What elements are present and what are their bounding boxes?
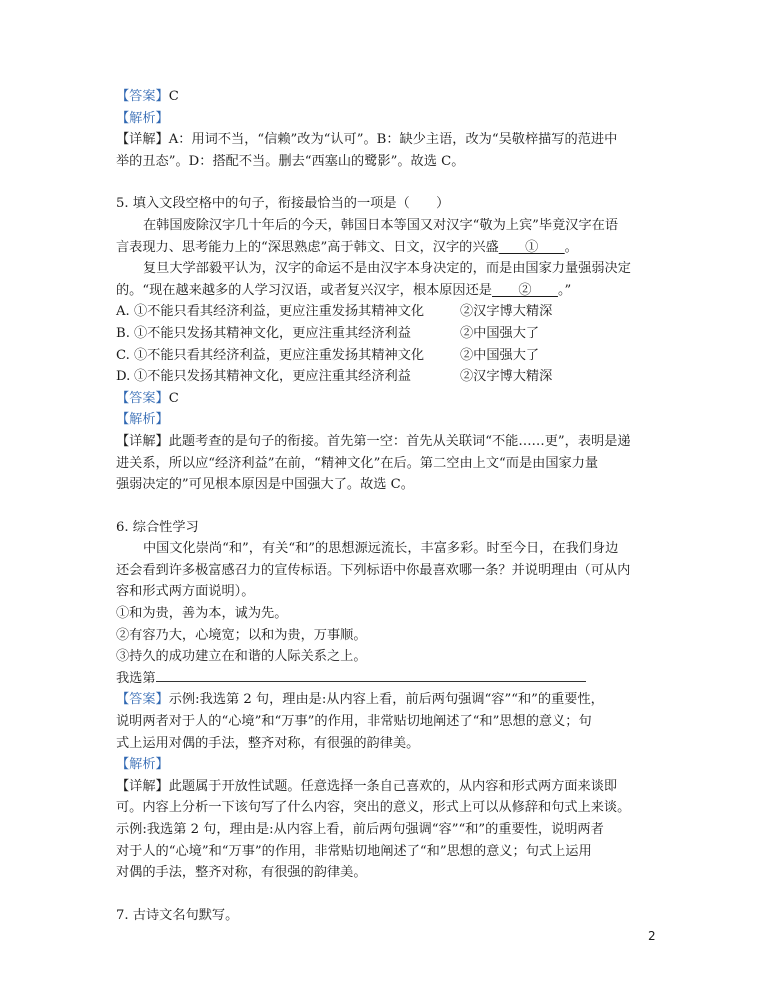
q4-answer xyxy=(116,86,656,108)
q6-slogan-1: ①和为贵，善为本，诚为先。 xyxy=(116,606,288,622)
option-part-2: ②中国强大了 xyxy=(460,325,540,341)
detail-text: 此题属于开放性试题。任意选择一条自己喜欢的，从内容和形式两方面来谈即 xyxy=(168,778,618,794)
option-letter: C. xyxy=(116,347,130,363)
option-part-2: ②汉字博大精深 xyxy=(460,304,553,320)
blank-1: ① xyxy=(498,239,565,255)
q5-option-c xyxy=(116,345,656,367)
passage-text: 的。“现在越来越多的人学习汉语，或者复兴汉字，根本原因还是 xyxy=(116,282,492,298)
q5-passage1-line2 xyxy=(116,237,656,259)
page-number: 2 xyxy=(648,929,656,943)
q4-analysis-tag: 【解析】 xyxy=(116,110,169,126)
q6-detail-cont: 对偶的手法，整齐对称，有很强的韵律美。 xyxy=(116,865,367,881)
answer-underline xyxy=(156,668,586,682)
passage-text: 。” xyxy=(557,282,572,298)
q6-analysis-tag: 【解析】 xyxy=(116,757,169,773)
detail-text: 此题考查的是句子的衔接。首先第一空：首先从关联词“不能……更”，表明是递 xyxy=(168,433,631,449)
answer-value: C xyxy=(168,89,179,104)
q6-passage-line3: 容和形式两方面说明）。 xyxy=(116,584,255,600)
q5-passage2-line1: 复旦大学部毅平认为，汉字的命运不是由汉字本身决定的，而是由国家力量强弱决定 xyxy=(143,261,631,277)
blank-2: ② xyxy=(492,282,558,298)
q6-passage-line1: 中国文化崇尚“和”，有关“和”的思想源远流长，丰富多彩。时至今日，在我们身边 xyxy=(143,541,619,557)
option-part-1: ①不能只看其经济利益，更应注重发扬其精神文化 xyxy=(134,304,425,320)
q5-analysis-tag: 【解析】 xyxy=(116,412,169,428)
answer-text: 示例:我选第 2 句，理由是:从内容上看，前后两句强调“容”“和”的重要性， xyxy=(168,692,604,708)
option-part-1: ①不能只发扬其精神文化，更应注重其经济利益 xyxy=(134,325,411,341)
q6-choose-line xyxy=(116,668,656,690)
q6-detail xyxy=(116,776,656,798)
option-part-2: ②汉字博大精深 xyxy=(460,369,553,385)
option-letter: B. xyxy=(116,325,130,341)
q5-passage2-line2 xyxy=(116,280,656,302)
q6-answer xyxy=(116,689,656,711)
page-content xyxy=(116,86,656,926)
q5-detail-cont: 进关系，所以应“经济利益”在前，“精神文化”在后。第二空由上文“而是由国家力量 xyxy=(116,455,599,471)
q4-detail-cont: 举的丑态”。D：搭配不当。删去“西塞山的鹭影”。故选 C。 xyxy=(116,153,465,169)
q5-detail-cont: 强弱决定的”可见根本原因是中国强大了。故选 C。 xyxy=(116,477,414,493)
q6-slogan-3: ③持久的成功建立在和谐的人际关系之上。 xyxy=(116,649,367,665)
q6-answer-cont: 说明两者对于人的“心境”和“万事”的作用，非常贴切地阐述了“和”思想的意义；句 xyxy=(116,714,592,730)
detail-text: A：用词不当，“信赖”改为“认可”。B：缺少主语，改为“吴敬梓描写的范进中 xyxy=(168,132,618,148)
q6-detail-cont: 示例:我选第 2 句，理由是:从内容上看，前后两句强调“容”“和”的重要性，说明两者 xyxy=(116,822,604,837)
answer-value: C xyxy=(168,390,179,406)
q5-option-d xyxy=(116,366,656,388)
option-letter: D. xyxy=(116,369,131,385)
q6-stem: 6. 综合性学习 xyxy=(116,519,199,535)
answer-tag: 【答案】 xyxy=(116,89,169,104)
q6-detail-cont: 对于人的“心境”和“万事”的作用，非常贴切地阐述了“和”思想的意义；句式上运用 xyxy=(116,843,592,859)
q5-passage1-line1: 在韩国废除汉字几十年后的今天，韩国日本等国又对汉字“敬为上宾”毕竟汉字在语 xyxy=(143,217,619,233)
option-part-1: ①不能只看其经济利益，更应注重发扬其精神文化 xyxy=(134,347,425,363)
q6-passage-line2: 还会看到许多极富感召力的宣传标语。下列标语中你最喜欢哪一条？并说明理由（可从内 xyxy=(116,562,631,578)
q6-slogan-2: ②有容乃大，心境宽；以和为贵，万事顺。 xyxy=(116,627,367,643)
option-part-1: ①不能只发扬其精神文化，更应注重其经济利益 xyxy=(134,369,411,385)
q5-stem: 5. 填入文段空格中的句子，衔接最恰当的一项是（ ） xyxy=(116,196,450,212)
detail-tag: 【详解】 xyxy=(116,433,169,449)
answer-tag: 【答案】 xyxy=(116,390,169,406)
choose-prefix: 我选第 xyxy=(116,670,156,686)
q5-answer xyxy=(116,388,656,410)
q5-option-a xyxy=(116,301,656,323)
detail-tag: 【详解】 xyxy=(116,132,169,148)
answer-tag: 【答案】 xyxy=(116,692,169,708)
q5-detail xyxy=(116,431,656,453)
q4-detail xyxy=(116,129,656,151)
q6-detail-cont: 可。内容上分析一下该句写了什么内容，突出的意义，形式上可以从修辞和句式上来谈。 xyxy=(116,800,631,816)
q7-stem: 7. 古诗文名句默写。 xyxy=(116,907,239,923)
passage-text: 言表现力、思考能力上的“深思熟虑”高于韩文、日文，汉字的兴盛 xyxy=(116,239,499,255)
passage-text: 。 xyxy=(564,239,578,255)
q6-answer-cont: 式上运用对偶的手法，整齐对称，有很强的韵律美。 xyxy=(116,735,420,751)
option-letter: A. xyxy=(116,304,130,320)
option-part-2: ②中国强大了 xyxy=(460,347,540,363)
q5-option-b xyxy=(116,323,656,345)
detail-tag: 【详解】 xyxy=(116,778,169,794)
